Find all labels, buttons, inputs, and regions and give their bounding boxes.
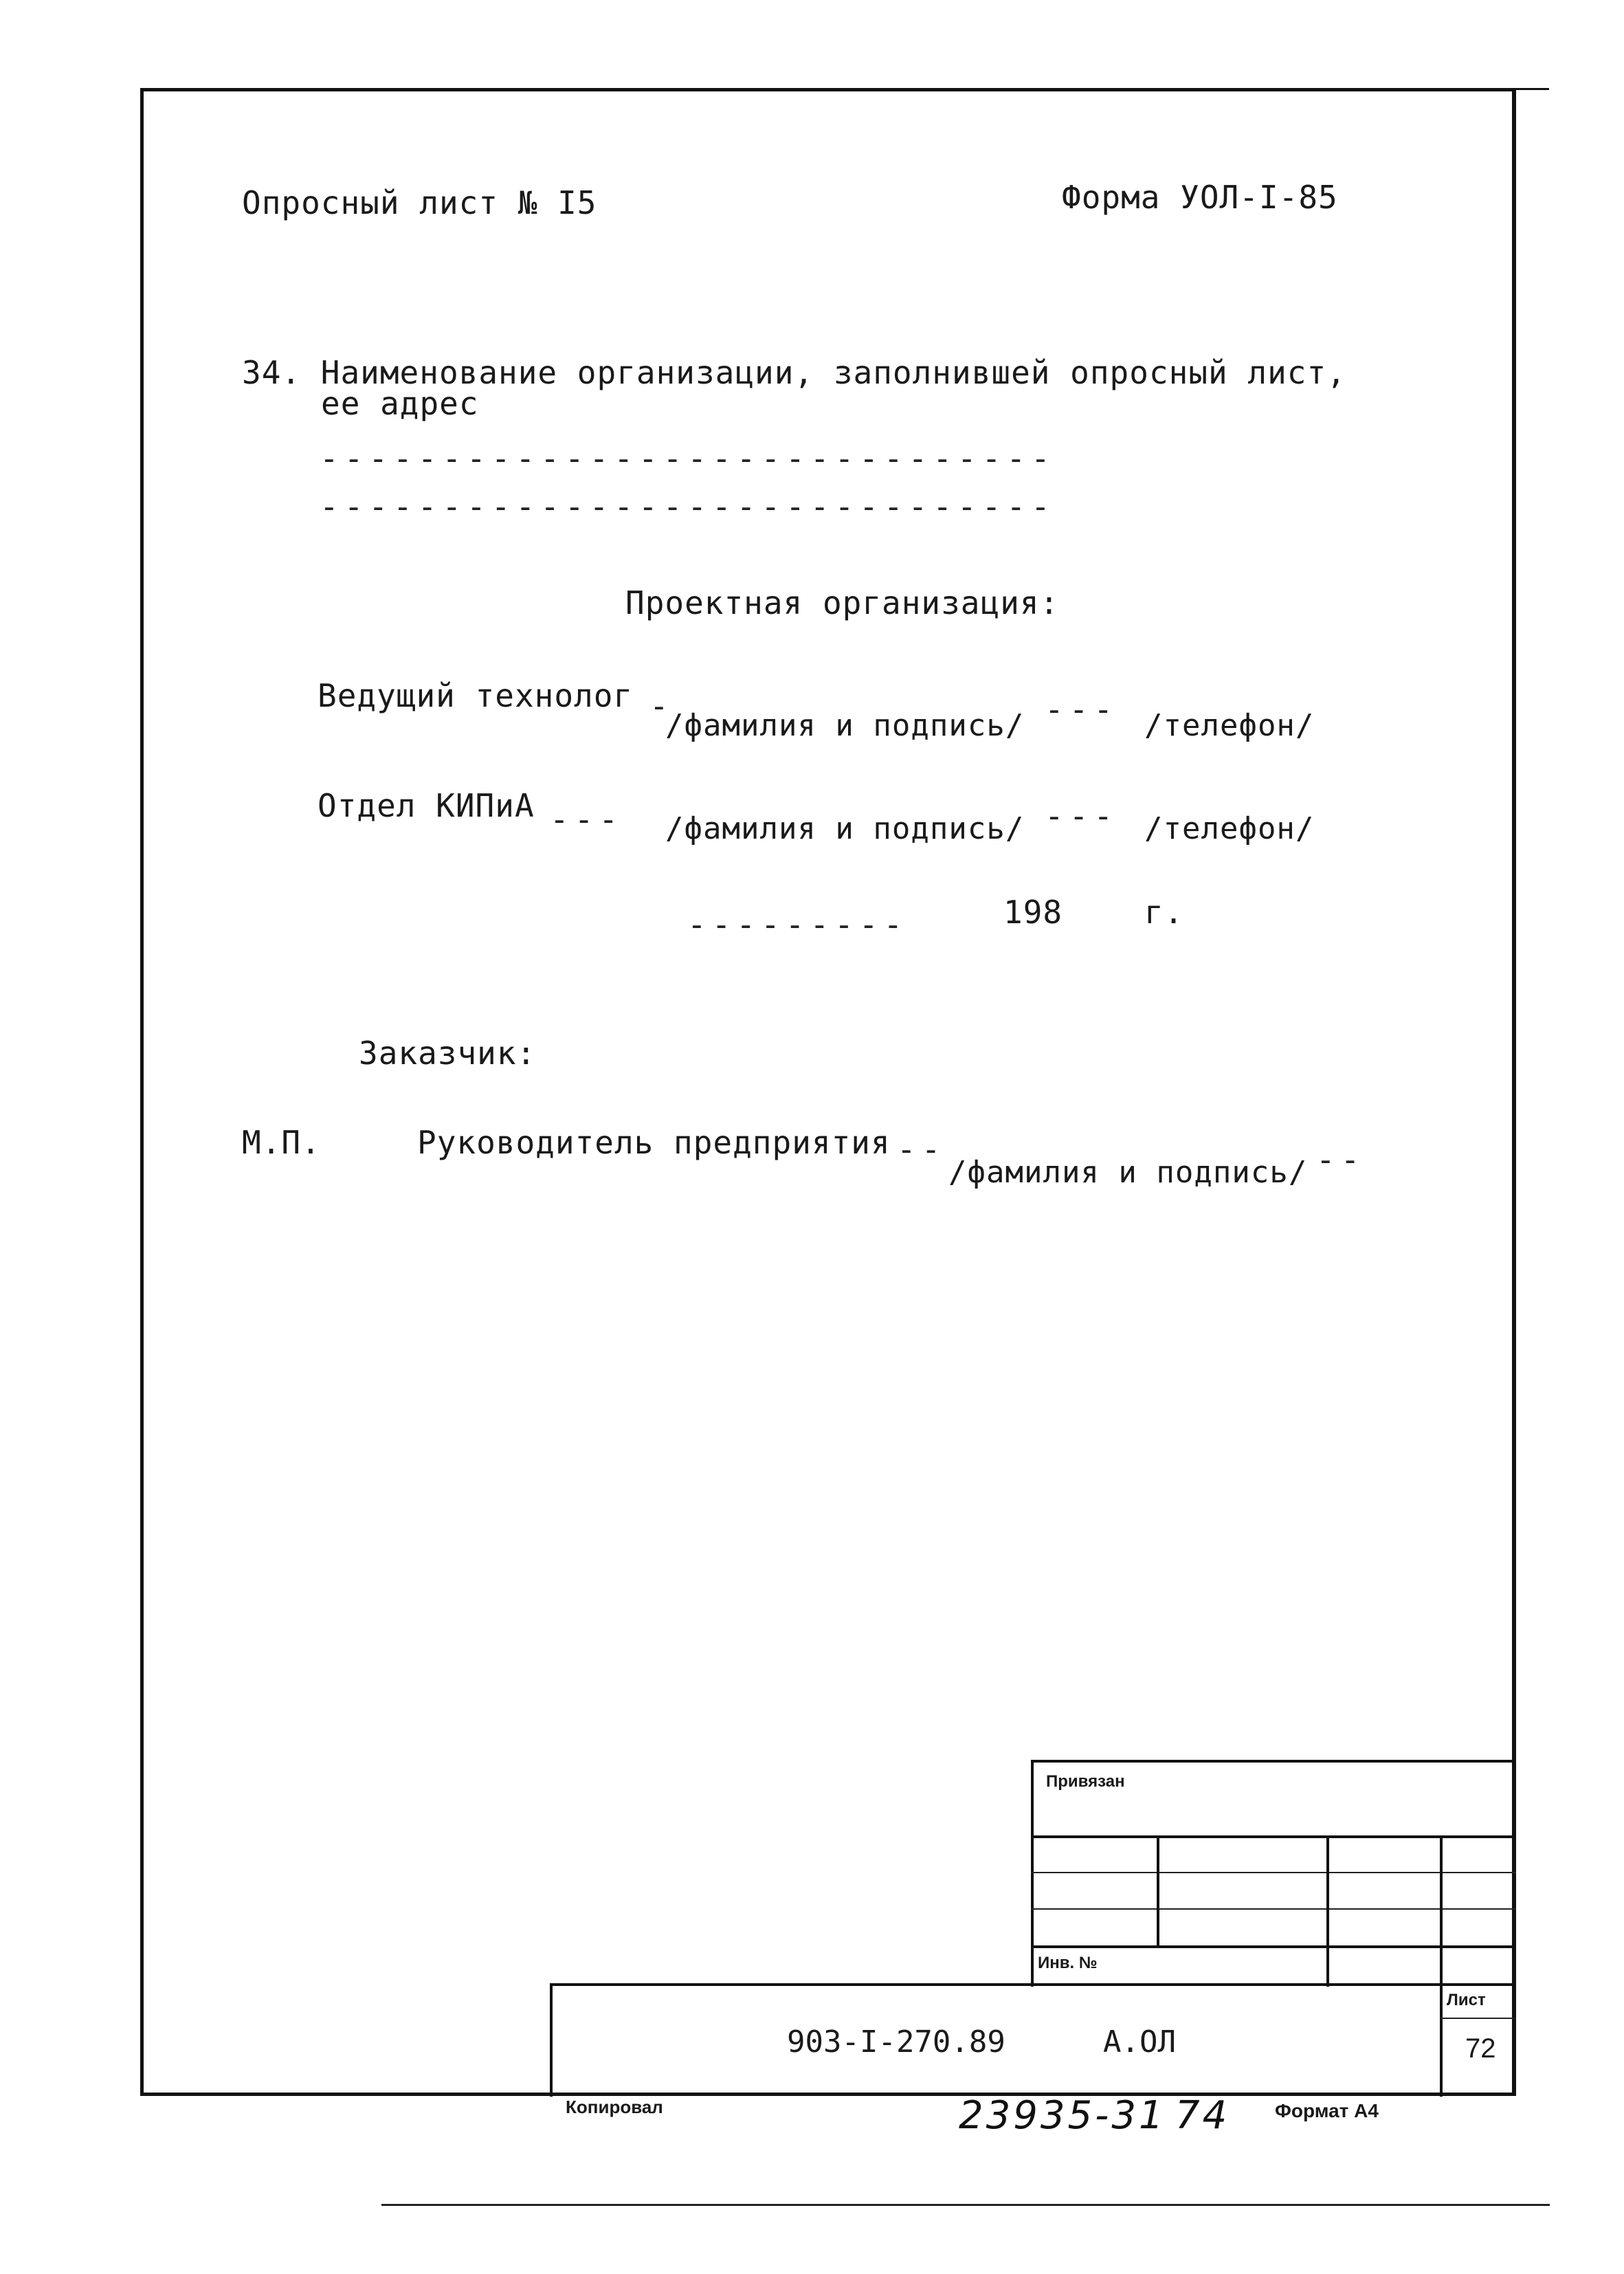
enterprise-head-signature-field[interactable]: /фамилия и подпись/ [948, 1155, 1308, 1190]
frame-right [1512, 88, 1516, 2095]
frame-left [140, 88, 144, 2095]
seal-label: М.П. [242, 1124, 321, 1161]
doc-code: 903-I-270.89 [787, 2024, 1005, 2060]
tb-col-line-2 [1326, 1835, 1329, 1987]
enterprise-head-label: Руководитель предприятия [417, 1124, 891, 1161]
tb-row-line-2 [1031, 1872, 1516, 1873]
lead-tech-dash-2: --- [1045, 691, 1119, 728]
tb-main-top-line [550, 1983, 1516, 1986]
frame-top-extension [1515, 88, 1549, 90]
lead-tech-label: Ведущий технолог [318, 677, 634, 714]
enterprise-head-dash: -- [897, 1131, 946, 1168]
address-blank-1[interactable]: ------------------------------ [320, 440, 1056, 477]
doc-suffix: А.ОЛ [1103, 2024, 1176, 2060]
item34-line1: 34. Наименование организации, заполнившей опросный лист, [242, 354, 1346, 391]
customer-heading: Заказчик: [359, 1035, 537, 1072]
tb-row-line-1 [1031, 1835, 1516, 1838]
lead-tech-phone-field[interactable]: /телефон/ [1144, 708, 1315, 743]
kip-dash: --- [550, 801, 624, 838]
page-bottom-rule [381, 2204, 1550, 2206]
kip-signature-field[interactable]: /фамилия и подпись/ [665, 811, 1025, 846]
attached-label: Привязан [1046, 1772, 1125, 1791]
design-org-heading: Проектная организация: [625, 584, 1060, 621]
form-code: Форма УОЛ-I-85 [1062, 179, 1338, 216]
kip-phone-field[interactable]: /телефон/ [1144, 811, 1315, 846]
date-suffix: г. [1144, 894, 1184, 931]
enterprise-head-dash-2: -- [1316, 1141, 1366, 1178]
tb-sheet-divider [1440, 2018, 1515, 2019]
date-blank[interactable]: --------- [687, 906, 909, 943]
handwritten-number: 23935-31 [959, 2093, 1166, 2138]
tb-top-line [1031, 1760, 1516, 1763]
lead-tech-dash: - [649, 687, 674, 725]
tb-col-line-1 [1157, 1835, 1159, 1945]
lead-tech-signature-field[interactable]: /фамилия и подпись/ [665, 708, 1025, 743]
sheet-title: Опросный лист № I5 [242, 184, 597, 221]
kip-dash-2: --- [1045, 797, 1119, 835]
tb-main-left-line [550, 1983, 553, 2097]
tb-col-line-3 [1440, 1835, 1443, 2097]
copied-label: Копировал [566, 2097, 663, 2117]
date-year: 198 [1003, 894, 1063, 931]
tb-row-line-4 [1031, 1945, 1516, 1948]
sheet-label: Лист [1447, 1991, 1486, 2009]
tb-row-line-3 [1031, 1908, 1516, 1910]
item34-line2: ее адрес [321, 385, 479, 422]
tb-left-line [1031, 1760, 1034, 1987]
frame-top [140, 88, 1515, 91]
kip-dept-label: Отдел КИПиА [318, 787, 535, 824]
frame-bottom [140, 2093, 1516, 2096]
handwritten-sheet: 74 [1175, 2093, 1230, 2138]
format-label: Формат А4 [1275, 2100, 1379, 2121]
sheet-number: 72 [1465, 2033, 1496, 2064]
address-blank-2[interactable]: ------------------------------ [320, 488, 1056, 525]
inv-label: Инв. № [1038, 1954, 1098, 1972]
